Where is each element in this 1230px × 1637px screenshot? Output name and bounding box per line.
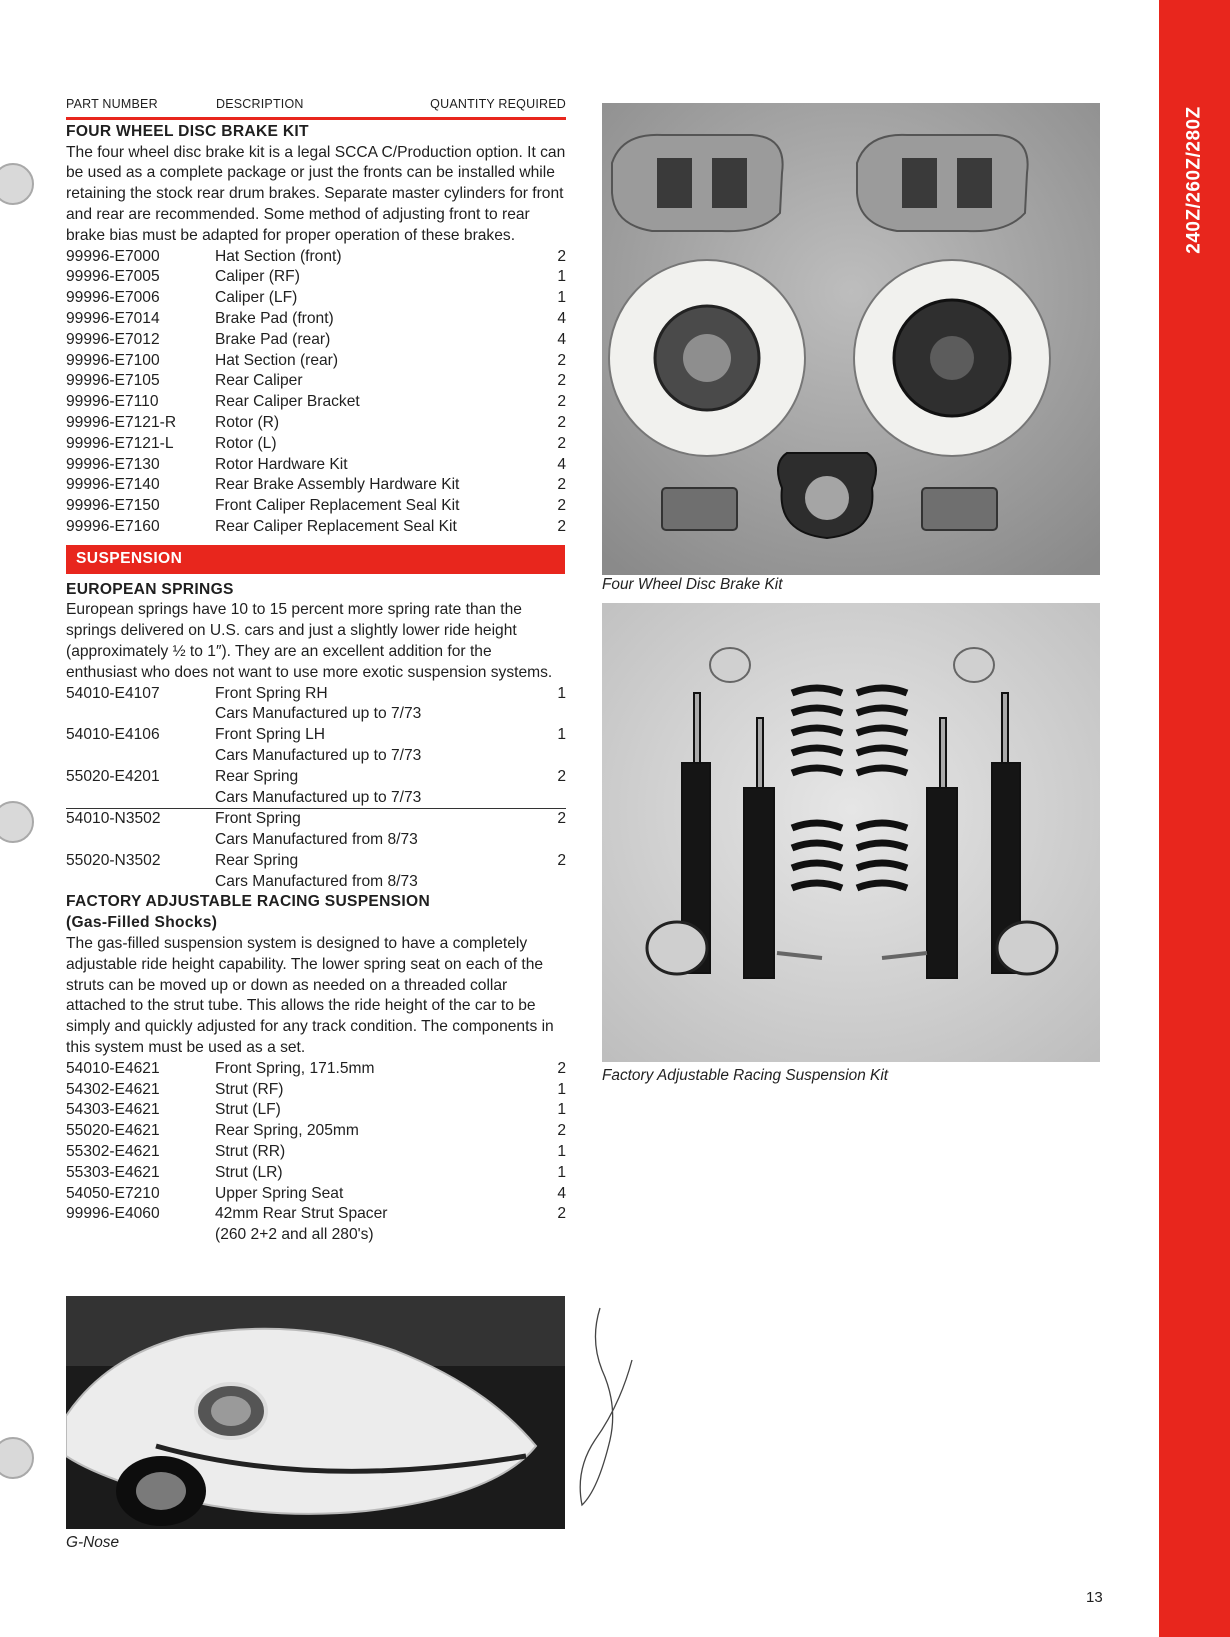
part-row: [66, 288, 566, 309]
header-quantity: QUANTITY REQUIRED: [430, 97, 566, 111]
part-quantity: 2: [557, 434, 566, 452]
punch-hole: [0, 163, 34, 205]
european-springs-description: European springs have 10 to 15 percent more spring rate than the springs delivered on U.S. cars and just a slightly lower ride height (approximately ½ to 1″). They are an excellent addition for the enthusiast who does not want to use more exotic suspension systems.: [66, 601, 553, 681]
part-description: Rotor (R): [215, 413, 280, 431]
part-description: Strut (RR): [215, 1143, 286, 1161]
part-row: [66, 1184, 566, 1205]
part-quantity: [546, 788, 566, 809]
part-number: 99996-E7110: [66, 393, 159, 411]
part-row: [66, 309, 566, 330]
part-quantity: [546, 830, 566, 851]
racing-suspension-description: The gas-filled suspension system is designed to have a completely adjustable ride height capability. The lower spring seat on each of the struts can be moved up or down as needed on a threaded collar attached to the strut tube. This allows the ride height of the car to be simply and quickly adjusted for any track condition. The components in this system must be used as a set.: [66, 935, 554, 1057]
part-row: [66, 704, 566, 725]
handwritten-mark: [570, 1300, 640, 1520]
part-row: [66, 351, 566, 372]
header-part-number: PART NUMBER: [66, 97, 158, 111]
part-quantity: 1: [557, 1080, 566, 1098]
part-row: [66, 684, 566, 705]
part-quantity: 2: [557, 413, 566, 431]
part-description: Hat Section (rear): [215, 351, 339, 369]
part-quantity: 2: [557, 393, 566, 411]
part-description: Cars Manufactured up to 7/73: [215, 788, 422, 806]
part-number: 99996-E7012: [66, 330, 160, 348]
part-number: 99996-E4060: [66, 1205, 160, 1223]
part-quantity: 2: [557, 1122, 566, 1140]
brake-kit-photo: [602, 103, 1100, 575]
brake-kit-description: The four wheel disc brake kit is a legal SCCA C/Production option. It can be used as a complete package or just the fronts can be installed while retaining the stock rear drum brakes. Separate master cylinders for front and rear are recommended. Some method of adjusting front to rear brake bias must be adapted for proper operation of these brakes.: [66, 143, 566, 244]
part-row: [66, 830, 566, 851]
part-description: Hat Section (front): [215, 247, 342, 265]
part-number: 99996-E7105: [66, 372, 160, 390]
part-description: Front Spring, 171.5mm: [215, 1059, 375, 1077]
part-number: 54302-E4621: [66, 1080, 160, 1098]
part-quantity: 1: [557, 684, 566, 702]
part-description: Cars Manufactured from 8/73: [215, 872, 418, 890]
part-row: [66, 496, 566, 517]
part-description: Strut (LR): [215, 1163, 283, 1181]
part-description: Caliper (RF): [215, 268, 300, 286]
part-number: 99996-E7014: [66, 309, 160, 327]
part-quantity: 2: [557, 767, 566, 785]
part-description: Cars Manufactured up to 7/73: [215, 705, 422, 723]
part-row: [66, 247, 566, 268]
part-row: [66, 475, 566, 496]
part-row: [66, 851, 566, 872]
part-description: Brake Pad (front): [215, 309, 334, 327]
part-number: 55020-E4621: [66, 1122, 160, 1140]
part-description: (260 2+2 and all 280's): [215, 1226, 374, 1244]
part-description: Rotor (L): [215, 434, 277, 452]
part-row: [66, 371, 566, 392]
parts-column: [66, 94, 566, 1246]
part-number: 54010-E4621: [66, 1059, 160, 1077]
part-row: [66, 808, 566, 830]
part-quantity: 1: [557, 1101, 566, 1119]
part-quantity: [546, 746, 566, 767]
part-quantity: 2: [557, 1205, 566, 1223]
model-side-tab: 240Z/260Z/280Z: [1184, 106, 1206, 254]
part-number: 54303-E4621: [66, 1101, 160, 1119]
part-description: Caliper (LF): [215, 289, 298, 307]
part-description: Upper Spring Seat: [215, 1184, 344, 1202]
part-quantity: 4: [557, 330, 566, 348]
part-number: 99996-E7150: [66, 497, 160, 515]
suspension-kit-caption: Factory Adjustable Racing Suspension Kit: [602, 1067, 889, 1084]
part-number: [66, 704, 215, 725]
part-quantity: 2: [557, 247, 566, 265]
part-description: Rear Caliper: [215, 372, 303, 390]
suspension-banner: SUSPENSION: [66, 545, 565, 574]
part-description: Rear Spring, 205mm: [215, 1122, 359, 1140]
part-number: 54010-N3502: [66, 810, 161, 828]
part-number: 55302-E4621: [66, 1143, 160, 1161]
part-row: [66, 1080, 566, 1101]
part-quantity: 2: [557, 351, 566, 369]
part-row: [66, 746, 566, 767]
part-description: Rotor Hardware Kit: [215, 455, 348, 473]
part-quantity: 4: [557, 455, 566, 473]
page-number: 13: [1086, 1589, 1103, 1606]
part-number: 99996-E7005: [66, 268, 160, 286]
part-number: 54010-E4107: [66, 684, 160, 702]
part-number: 55020-E4201: [66, 767, 160, 785]
brake-kit-caption: Four Wheel Disc Brake Kit: [602, 576, 783, 593]
brake-kit-parts-list: [66, 247, 566, 538]
racing-suspension-subtitle: (Gas-Filled Shocks): [66, 914, 218, 932]
part-number: 99996-E7121-R: [66, 413, 177, 431]
part-number: 99996-E7100: [66, 351, 160, 369]
part-row: [66, 1163, 566, 1184]
brake-kit-title: FOUR WHEEL DISC BRAKE KIT: [66, 122, 309, 140]
part-description: Front Spring: [215, 810, 301, 828]
part-quantity: 1: [557, 289, 566, 307]
part-quantity: 1: [557, 726, 566, 744]
part-description: Rear Caliper Bracket: [215, 393, 360, 411]
part-number: 99996-E7130: [66, 455, 160, 473]
racing-suspension-title: FACTORY ADJUSTABLE RACING SUSPENSION: [66, 893, 431, 911]
part-description: Front Spring RH: [215, 684, 328, 702]
part-row: [66, 455, 566, 476]
part-row: [66, 725, 566, 746]
part-row: [66, 1121, 566, 1142]
part-quantity: 4: [557, 309, 566, 327]
part-description: Cars Manufactured from 8/73: [215, 831, 418, 849]
header-description: DESCRIPTION: [216, 97, 304, 111]
punch-hole: [0, 801, 34, 843]
part-number: 99996-E7140: [66, 476, 160, 494]
part-number: [66, 872, 215, 893]
european-springs-parts-list: [66, 684, 566, 893]
european-springs-title: EUROPEAN SPRINGS: [66, 580, 234, 598]
part-number: [66, 1225, 215, 1246]
part-number: 99996-E7006: [66, 289, 160, 307]
part-description: Front Caliper Replacement Seal Kit: [215, 497, 460, 515]
part-row: [66, 1100, 566, 1121]
g-nose-car-photo: [66, 1296, 565, 1529]
part-quantity: 4: [557, 1184, 566, 1202]
part-description: Front Spring LH: [215, 726, 326, 744]
column-headers: [66, 94, 566, 120]
part-description: Rear Brake Assembly Hardware Kit: [215, 476, 460, 494]
part-number: 55020-N3502: [66, 851, 161, 869]
part-quantity: 1: [557, 1163, 566, 1181]
part-row: [66, 1059, 566, 1080]
part-number: 54050-E7210: [66, 1184, 160, 1202]
part-quantity: 2: [557, 810, 566, 828]
part-number: 55303-E4621: [66, 1163, 160, 1181]
part-description: Strut (RF): [215, 1080, 284, 1098]
part-number: 99996-E7121-L: [66, 434, 174, 452]
part-number: [66, 830, 215, 851]
part-row: [66, 330, 566, 351]
part-number: 99996-E7000: [66, 247, 160, 265]
part-quantity: [546, 872, 566, 893]
g-nose-caption: G-Nose: [66, 1534, 120, 1551]
part-row: [66, 392, 566, 413]
part-description: Cars Manufactured up to 7/73: [215, 746, 422, 764]
part-description: Rear Spring: [215, 851, 299, 869]
part-number: [66, 788, 215, 809]
part-row: [66, 1225, 566, 1246]
part-description: 42mm Rear Strut Spacer: [215, 1205, 388, 1223]
part-number: 54010-E4106: [66, 726, 160, 744]
part-quantity: 2: [557, 1059, 566, 1077]
part-quantity: [546, 704, 566, 725]
part-quantity: 2: [557, 372, 566, 390]
racing-suspension-parts-list: [66, 1059, 566, 1246]
part-quantity: 2: [557, 476, 566, 494]
part-row: [66, 267, 566, 288]
part-row: [66, 1204, 566, 1225]
part-quantity: 2: [557, 517, 566, 535]
part-row: [66, 517, 566, 538]
part-quantity: 1: [557, 268, 566, 286]
part-quantity: [546, 1225, 566, 1246]
punch-hole: [0, 1437, 34, 1479]
part-row: [66, 872, 566, 893]
part-row: [66, 434, 566, 455]
part-row: [66, 767, 566, 788]
part-description: Brake Pad (rear): [215, 330, 331, 348]
part-row: [66, 413, 566, 434]
part-description: Rear Spring: [215, 767, 299, 785]
part-row: [66, 788, 566, 809]
part-quantity: 1: [557, 1143, 566, 1161]
suspension-kit-photo: [602, 603, 1100, 1062]
part-quantity: 2: [557, 851, 566, 869]
part-quantity: 2: [557, 497, 566, 515]
part-description: Rear Caliper Replacement Seal Kit: [215, 517, 457, 535]
part-number: 99996-E7160: [66, 517, 160, 535]
part-number: [66, 746, 215, 767]
part-row: [66, 1142, 566, 1163]
part-description: Strut (LF): [215, 1101, 281, 1119]
